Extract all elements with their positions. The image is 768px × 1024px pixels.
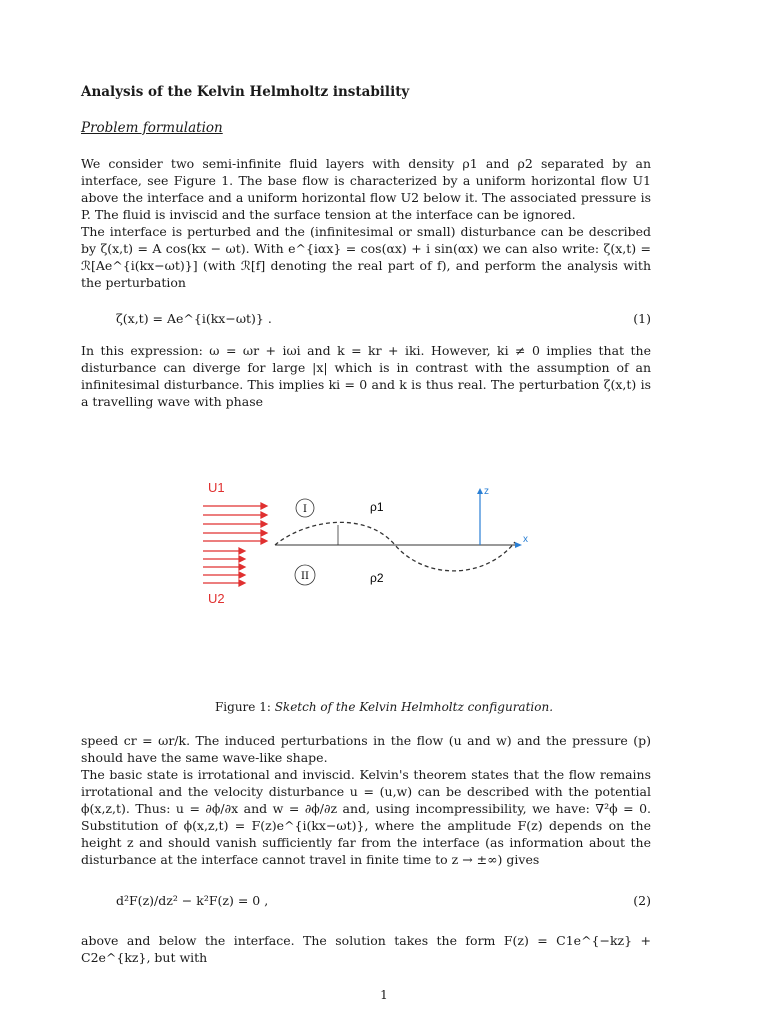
x-axis-label: x [523, 534, 528, 545]
caption-prefix: Figure 1: [214, 700, 271, 714]
paragraph-potential: The basic state is irrotational and inviscid. Kelvin's theorem states that the flow remains irrotational and the velocity disturbance u = (u,w) can be described with the potential ϕ(x,z,t). Thus: u = ∂ϕ/∂x and w = ∂ϕ/∂z and, using incompressibility, we have: ∇²ϕ = 0. Substitution of ϕ(x,z,t) = F(z)e^{i(kx−ωt)}, where the amplitude F(z) depends on the height z and should vanish sufficiently far from the interface (as information about the disturbance at the interface cannot travel in finite time to z → ±∞) gives [81, 767, 651, 867]
rho-2-label: ρ2 [370, 571, 384, 585]
paragraph-perturbation: The interface is perturbed and the (infinitesimal or small) disturbance can be described by ζ(x,t) = A cos(kx − ωt). With e^{iαx} = cos(αx) + i sin(αx) we can also write: ζ(x,t) = ℛ[Ae^{i(kx−ωt)}] (with ℛ[f] denoting the real part of f), and perform the analysis with the perturbation [81, 224, 651, 290]
section-heading: Problem formulation [81, 120, 223, 136]
equation-1-number: (1) [633, 311, 651, 326]
equation-2-number: (2) [633, 893, 651, 908]
figure-caption [0, 700, 768, 714]
u2-label: U2 [208, 591, 225, 606]
x-axis-arrowhead [515, 542, 522, 548]
z-axis-arrowhead [477, 488, 483, 494]
kelvin-helmholtz-figure [195, 470, 555, 620]
paragraph-solution: above and below the interface. The solution takes the form F(z) = C1e^{−kz} + C2e^{kz}, but with [81, 933, 651, 965]
paragraph-expression: In this expression: ω = ωr + iωi and k = kr + iki. However, ki ≠ 0 implies that the disturbance can diverge for large |x| which is in contrast with the assumption of an infinitesimal disturbance. This implies ki = 0 and k is thus real. The perturbation ζ(x,t) is a travelling wave with phase [81, 343, 651, 409]
equation-1: ζ(x,t) = Ae^{i(kx−ωt)} . [116, 311, 272, 326]
page-number: 1 [380, 988, 388, 1002]
z-axis-label: z [484, 486, 489, 497]
u1-label: U1 [208, 480, 225, 495]
region-2-label: II [301, 571, 309, 582]
rho-1-label: ρ1 [370, 500, 384, 514]
paragraph-phase-speed: speed cr = ωr/k. The induced perturbations in the flow (u and w) and the pressure (p) should have the same wave-like shape. [81, 733, 651, 765]
caption-text: Sketch of the Kelvin Helmholtz configuration. [274, 700, 554, 714]
intro-paragraph [81, 155, 651, 291]
paper-title: Analysis of the Kelvin Helmholtz instability [81, 84, 410, 100]
upper-flow-arrows [203, 503, 267, 544]
equation-2: d²F(z)/dz² − k²F(z) = 0 , [116, 893, 269, 908]
lower-flow-arrows [203, 548, 245, 586]
continuation-paragraph [81, 732, 651, 868]
perturbation-wave [275, 522, 515, 571]
region-1-label: I [303, 504, 307, 515]
paragraph-setup: We consider two semi-infinite fluid layers with density ρ1 and ρ2 separated by an interface, see Figure 1. The base flow is characterized by a uniform horizontal flow U1 above the interface and a uniform horizontal flow U2 below it. The associated pressure is P. The fluid is inviscid and the surface tension at the interface can be ignored. [81, 156, 651, 222]
